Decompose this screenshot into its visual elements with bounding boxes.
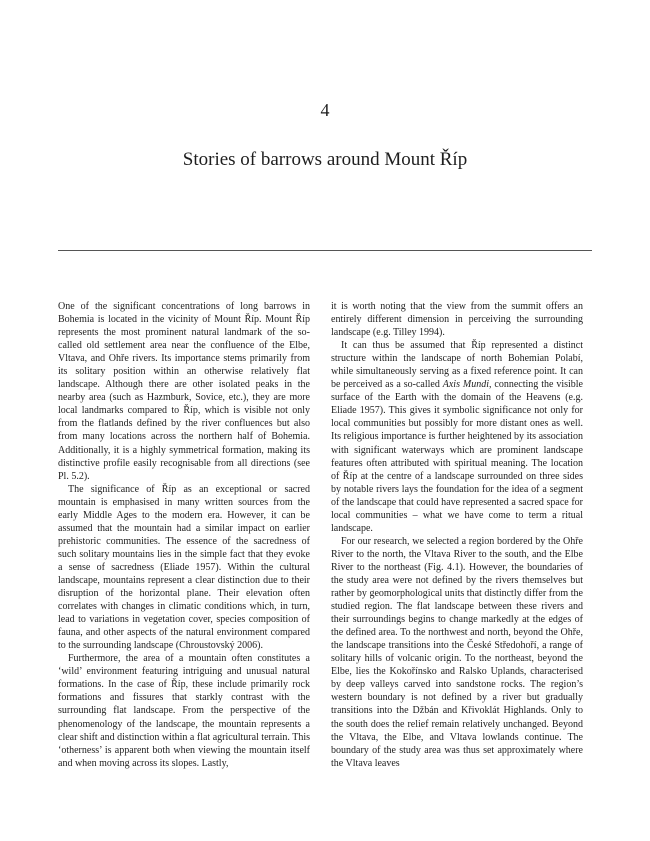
chapter-title: Stories of barrows around Mount Říp	[182, 149, 468, 170]
paragraph: Furthermore, the area of a mountain often constitutes a ‘wild’ environment featuring intriguing and unusual natural formations. In the case of Říp, these include primarily rock formations and fissures that starkly contrast with the surrounding flat landscape. From the perspective of the phenomenology of the landscape, the mountain represents a clear shift and distinction within a flat agricultural terrain. This ‘otherness’ is apparent both when viewing the mountain itself and when moving across its slopes. Lastly,	[58, 653, 310, 769]
paragraph: For our research, we selected a region bordered by the Ohře River to the north, the Vltava River to the south, and the Elbe River to the northeast (Fig. 4.1). However, the boundaries of the study area were not defined by the rivers themselves but rather by geomorphological units that distinctly differ from the studied region. The flat landscape between these rivers and their surroundings begins to change markedly at the edges of the defined area. To the northwest and north, beyond the Ohře, the landscape transitions into the České Středohoří, a range of solitary hills of volcanic origin. To the northeast, beyond the Elbe, lies the Kokořínsko and Ralsko Uplands, characterised by deep valleys carved into sandstone rocks. The region’s western boundary is not defined by a river but gradually transitions into the Džbán and Křivoklát Highlands. Only to the south does the relief remain relatively unchanged. Beyond the Vltava, the Elbe, and Vltava lowlands continue. The boundary of the study area was thus set approximately where the Vltava leaves	[331, 535, 583, 769]
left-column	[58, 300, 310, 770]
paragraph: It can thus be assumed that Říp represented a distinct structure within the landscape of north Bohemian Polabí, while simultaneously serving as a fixed reference point. It can be perceived as a so-called Axis Mundi, connecting the visible surface of the Earth with the domain of the Heavens (e.g. Eliade 1957). This gives it symbolic significance not only for local communities but possibly for more distant ones as well. Its religious importance is further heightened by its association with significant waterways which are prominent landscape features often attributed with spiritual meaning. The location of Říp at the centre of a landscape surrounded on three sides by notable rivers lays the foundation for the idea of a segment of the landscape that could have represented a sacred space for local communities – what we have come to term a ritual landscape.	[331, 340, 583, 534]
title-divider	[58, 250, 592, 251]
italic-term: Axis Mundi	[442, 379, 489, 391]
paragraph: One of the significant concentrations of long barrows in Bohemia is located in the vicinity of Mount Říp. Mount Říp represents the most prominent natural landmark of the so-called old settlement area near the confluence of the Elbe, Vltava, and Ohře rivers. Its importance stems primarily from its solitary position within an otherwise relatively flat landscape. Although there are other isolated peaks in the nearby area (such as Hazmburk, Sovice, etc.), they are more local landmarks compared to Říp, which is visible not only from the flatlands defined by the river confluences but also from many locations across the northern half of Bohemia. Additionally, it is a highly symmetrical formation, making its distinctive profile easily recognisable from all directions (see Pl. 5.2).	[58, 301, 310, 482]
paragraph: it is worth noting that the view from the summit offers an entirely different dimension in perceiving the surrounding landscape (e.g. Tilley 1994).	[331, 301, 583, 339]
right-column	[331, 300, 583, 770]
paragraph: The significance of Říp as an exceptional or sacred mountain is emphasised in many written sources from the early Middle Ages to the modern era. However, it can be assumed that the mountain had a similar impact on earlier prehistoric communities. The essence of the sacredness of such solitary mountains lies in the simple fact that they evoke a sense of sacredness (Eliade 1957). Within the cultural landscape, mountains represent a clear distinction due to their disruption of the horizontal plane. Their elevation often correlates with changes in climatic conditions which, in turn, lead to variations in vegetation cover, species composition of fauna, and other aspects of the natural environment compared to the surrounding landscape (Chroustovský 2006).	[58, 483, 310, 652]
chapter-number: 4	[320, 100, 330, 120]
